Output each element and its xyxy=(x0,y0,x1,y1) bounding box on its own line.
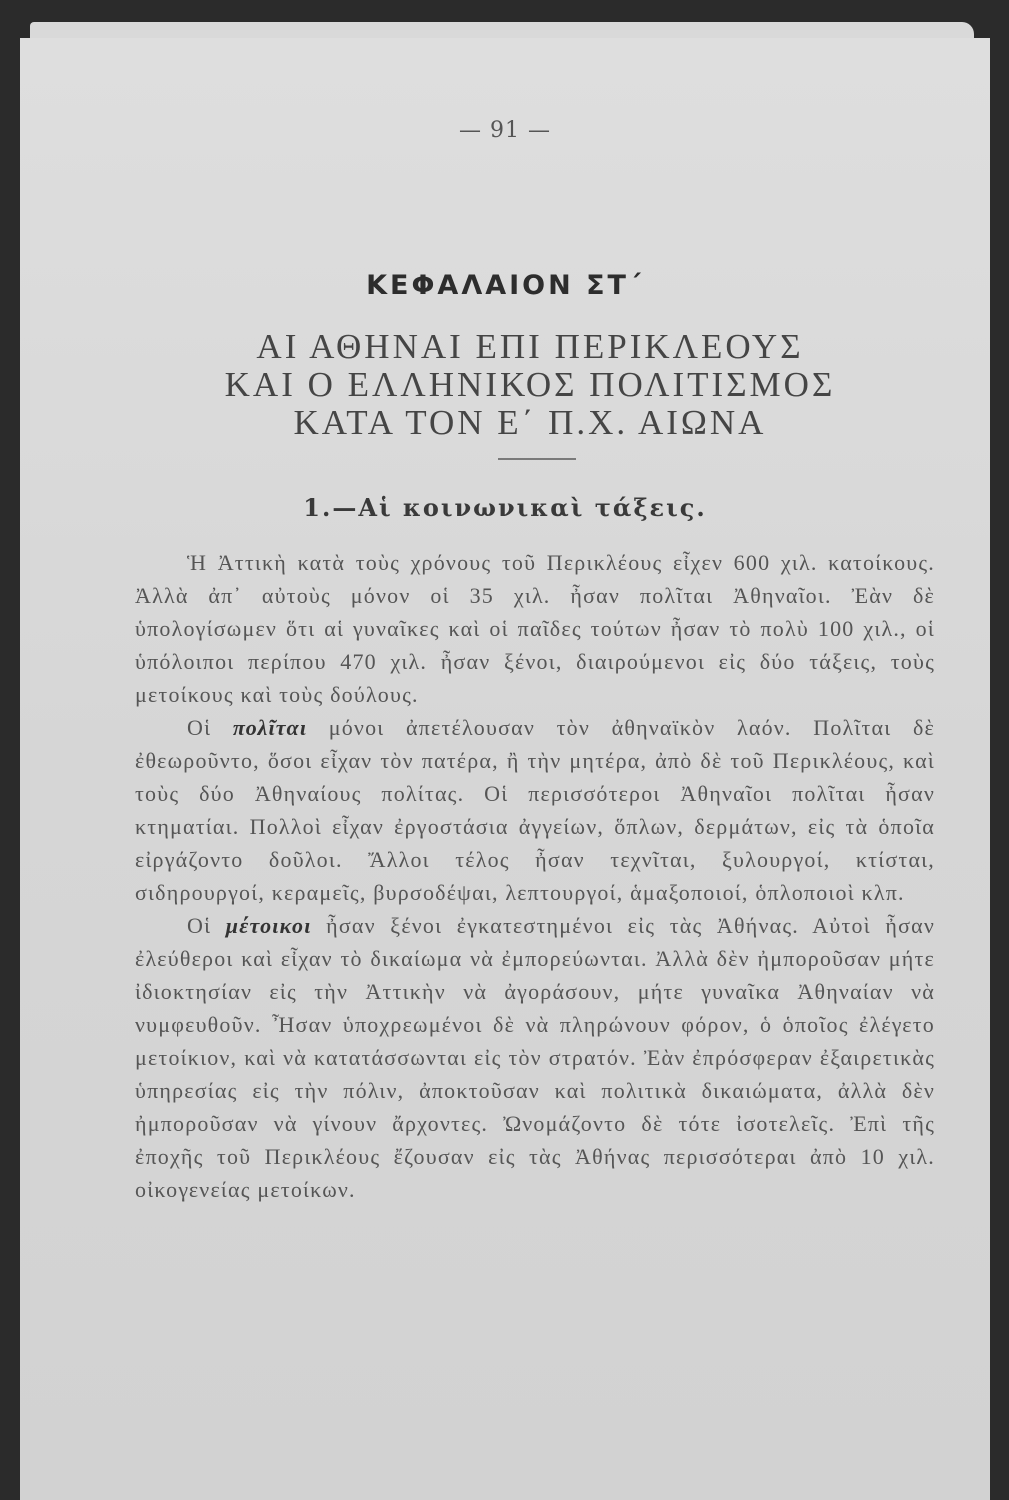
paragraph-2 xyxy=(135,711,935,909)
chapter-title-line-3: ΚΑΤΑ ΤΟΝ Ε΄ Π.Χ. ΑΙΩΝΑ xyxy=(293,403,767,442)
chapter-title-line-2: ΚΑΙ Ο ΕΛΛΗΝΙΚΟΣ ΠΟΛΙΤΙΣΜΟΣ xyxy=(224,365,836,404)
paragraph-3 xyxy=(135,909,935,1206)
paragraph-2-rest: μόνοι ἀπετέλουσαν τὸν ἀθηναϊκὸν λαόν. Πολῖται δὲ ἐθεωροῦντο, ὅσοι εἶχαν τὸν πατέρα, ἢ τὴν μητέρα, ἀπὸ δὲ τοῦ Περικλέους, καὶ τοὺς δύο Ἀθηναίους πολίτας. Οἱ περισσότεροι Ἀθηναῖοι πολῖται ἦσαν κτηματίαι. Πολλοὶ εἶχαν ἐργοστάσια ἀγγείων, ὅπλων, δερμάτων, εἰς τὰ ὁποῖα εἰργάζοντο δοῦλοι. Ἄλλοι τέλος ἦσαν τεχνῖται, ξυλουργοί, κτίσται, σιδηρουργοί, κεραμεῖς, βυρσοδέψαι, λεπτουργοί, ἁμαξοποιοί, ὁπλοποιοὶ κλπ. xyxy=(135,715,935,905)
body-text xyxy=(135,546,935,1206)
paragraph-2-start: Οἱ xyxy=(187,715,212,740)
term-citizens: πολῖται xyxy=(232,715,308,740)
paragraph-3-start: Οἱ xyxy=(187,913,212,938)
section-heading: 1.—Αἱ κοινωνικαὶ τάξεις. xyxy=(303,493,707,522)
book-page xyxy=(20,38,990,1500)
term-metics: μέτοικοι xyxy=(225,913,312,938)
page-number: — 91 — xyxy=(459,118,551,143)
chapter-title xyxy=(170,328,890,442)
chapter-title-line-1: ΑΙ ΑΘΗΝΑΙ ΕΠΙ ΠΕΡΙΚΛΕΟΥΣ xyxy=(256,327,804,366)
chapter-heading: ΚΕΦΑΛΑΙΟΝ ΣΤ΄ xyxy=(366,270,644,301)
title-divider xyxy=(498,458,576,460)
paragraph-1: Ἡ Ἀττικὴ κατὰ τοὺς χρόνους τοῦ Περικλέους εἶχεν 600 χιλ. κατοίκους. Ἀλλὰ ἀπ᾿ αὐτοὺς μόνον οἱ 35 χιλ. ἦσαν πολῖται Ἀθηναῖοι. Ἐὰν δὲ ὑπολογίσωμεν ὅτι αἱ γυναῖκες καὶ οἱ παῖδες τούτων ἦσαν τὸ πολὺ 100 χιλ., οἱ ὑπόλοιποι περίπου 470 χιλ. ἦσαν ξένοι, διαιρούμενοι εἰς δύο τάξεις, τοὺς μετοίκους καὶ τοὺς δούλους. xyxy=(135,550,935,707)
paragraph-3-rest: ἦσαν ξένοι ἐγκατεστημένοι εἰς τὰς Ἀθήνας. Αὐτοὶ ἦσαν ἐλεύθεροι καὶ εἶχαν τὸ δικαίωμα νὰ ἐμπορεύωνται. Ἀλλὰ δὲν ἠμποροῦσαν μήτε ἰδιοκτησίαν εἰς τὴν Ἀττικὴν νὰ ἀγοράσουν, μήτε γυναῖκα Ἀθηναίαν νὰ νυμφευθοῦν. Ἦσαν ὑποχρεωμένοι δὲ νὰ πληρώνουν φόρον, ὁ ὁποῖος ἐλέγετο μετοίκιον, καὶ νὰ κατατάσσωνται εἰς τὸν στρατόν. Ἐὰν ἐπρόσφεραν ἐξαιρετικὰς ὑπηρεσίας εἰς τὴν πόλιν, ἀποκτοῦσαν καὶ πολιτικὰ δικαιώματα, ἀλλὰ δὲν ἠμποροῦσαν νὰ γίνουν ἄρχοντες. Ὠνομάζοντο δὲ τότε ἰσοτελεῖς. Ἐπὶ τῆς ἐποχῆς τοῦ Περικλέους ἔζουσαν εἰς τὰς Ἀθήνας περισσότεραι ἀπὸ 10 χιλ. οἰκογενείας μετοίκων. xyxy=(135,913,936,1202)
